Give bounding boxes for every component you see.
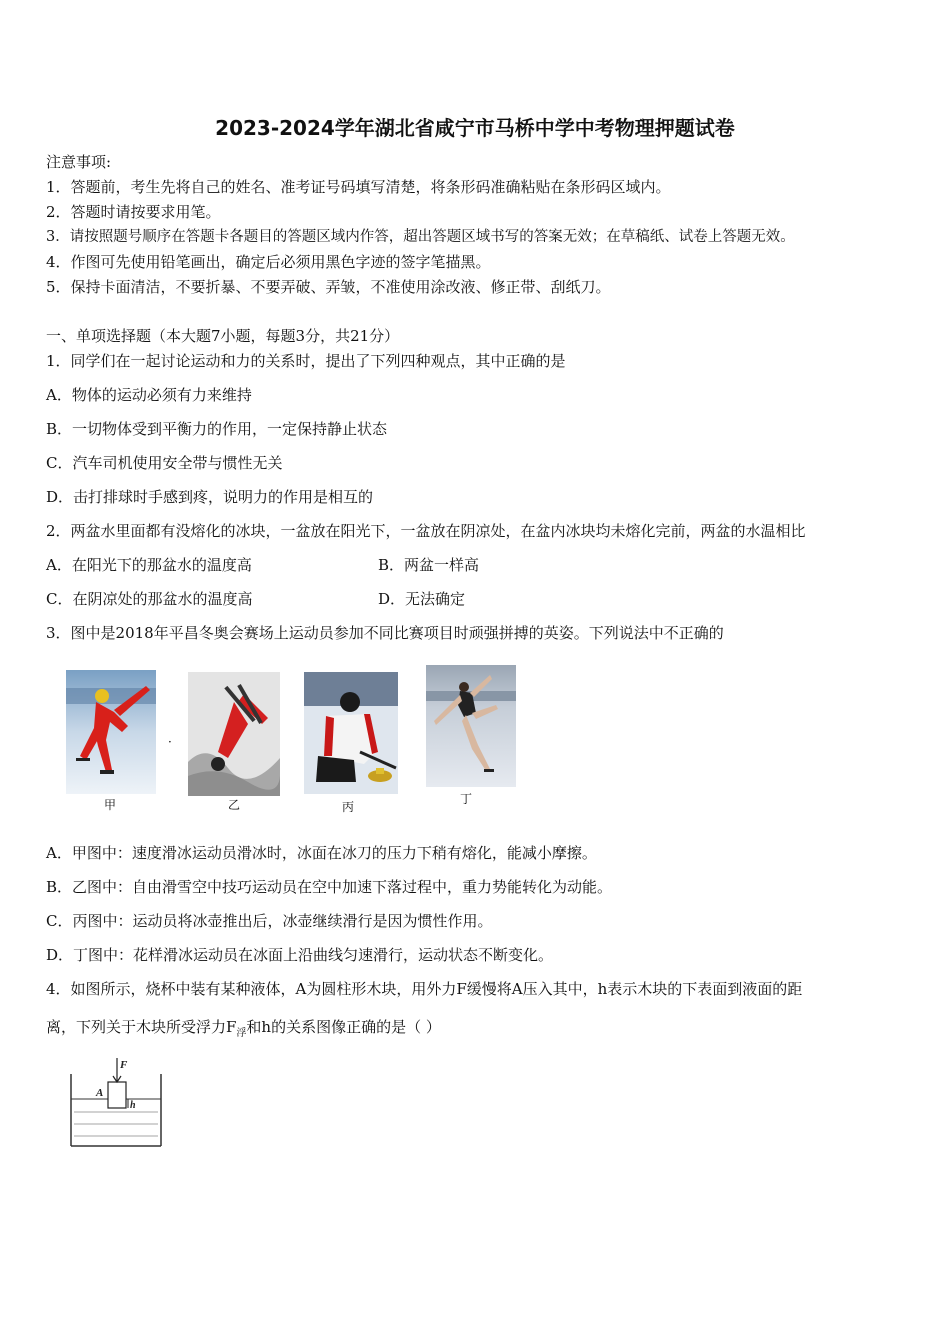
force-label: F	[120, 1059, 128, 1071]
speed-skating-photo	[66, 670, 156, 794]
q4-stem-pre: 离，下列关于木块所受浮力F	[46, 1018, 237, 1036]
block-label: A	[96, 1087, 104, 1099]
q3-option-c: C．丙图中：运动员将冰壶推出后，冰壶继续滑行是因为惯性作用。	[46, 912, 493, 930]
q2-stem: 2．两盆水里面都有没熔化的冰块，一盆放在阳光下，一盆放在阴凉处，在盆内冰块均未熔化完前，两盆的水温相比	[46, 522, 806, 540]
photo-caption-bing: 丙	[342, 800, 355, 814]
notice-item-1: 1．答题前，考生先将自己的姓名、准考证号码填写清楚，将条形码准确粘贴在条形码区域内。	[46, 178, 671, 196]
page-title: 2023-2024学年湖北省咸宁市马桥中学中考物理押题试卷	[215, 116, 735, 140]
q2-option-c: C．在阴凉处的那盆水的温度高	[46, 590, 253, 608]
q3-option-a: A．甲图中：速度滑冰运动员滑冰时，冰面在冰刀的压力下稍有熔化，能减小摩擦。	[46, 844, 597, 862]
notice-heading: 注意事项:	[46, 153, 112, 171]
q4-stem-line1: 4．如图所示，烧杯中装有某种液体，A为圆柱形木块，用外力F缓慢将A压入其中，h表示木块的下表面到液面的距	[46, 980, 803, 998]
photo-caption-ding: 丁	[460, 792, 473, 806]
q2-option-d: D．无法确定	[378, 590, 466, 608]
notice-item-3: 3．请按照题号顺序在答题卡各题目的答题区域内作答，超出答题区域书写的答案无效；在草稿纸、试卷上答题无效。	[46, 229, 795, 245]
aerial-skiing-photo	[188, 672, 280, 796]
q4-stem-post: 和h的关系图像正确的是（ ）	[246, 1018, 441, 1036]
q3-option-b: B．乙图中：自由滑雪空中技巧运动员在空中加速下落过程中，重力势能转化为动能。	[46, 878, 613, 896]
q1-option-a: A．物体的运动必须有力来维持	[46, 386, 252, 404]
figure-skating-photo	[426, 665, 516, 787]
q1-option-b: B．一切物体受到平衡力的作用，一定保持静止状态	[46, 420, 388, 438]
q4-buoyancy-subscript: 浮	[236, 1028, 247, 1039]
photo-caption-jia: 甲	[104, 798, 117, 812]
q3-option-d: D．丁图中：花样滑冰运动员在冰面上沿曲线匀速滑行，运动状态不断变化。	[46, 946, 554, 964]
q1-stem: 1．同学们在一起讨论运动和力的关系时，提出了下列四种观点，其中正确的是	[46, 352, 566, 370]
notice-item-4: 4．作图可先使用铅笔画出，确定后必须用黑色字迹的签字笔描黑。	[46, 253, 491, 271]
q1-option-d: D．击打排球时手感到疼，说明力的作用是相互的	[46, 488, 374, 506]
q1-option-c: C．汽车司机使用安全带与惯性无关	[46, 454, 283, 472]
curling-photo	[304, 672, 398, 794]
q4-stem-line2	[46, 1017, 441, 1044]
photo-caption-yi: 乙	[228, 798, 241, 812]
q2-option-a: A．在阳光下的那盆水的温度高	[46, 556, 252, 574]
section-heading: 一、单项选择题（本大题7小题，每题3分，共21分）	[46, 327, 400, 345]
q3-stem: 3．图中是2018年平昌冬奥会赛场上运动员参加不同比赛项目时顽强拼搏的英姿。下列说法中不正确的	[46, 624, 724, 642]
q2-option-b: B．两盆一样高	[378, 556, 480, 574]
beaker-diagram	[66, 1054, 166, 1150]
notice-item-2: 2．答题时请按要求用笔。	[46, 203, 221, 221]
notice-item-5: 5．保持卡面清洁，不要折暴、不要弄破、弄皱，不准使用涂改液、修正带、刮纸刀。	[46, 278, 611, 296]
separator-dot: ·	[168, 735, 172, 749]
depth-label: h	[130, 1100, 136, 1111]
